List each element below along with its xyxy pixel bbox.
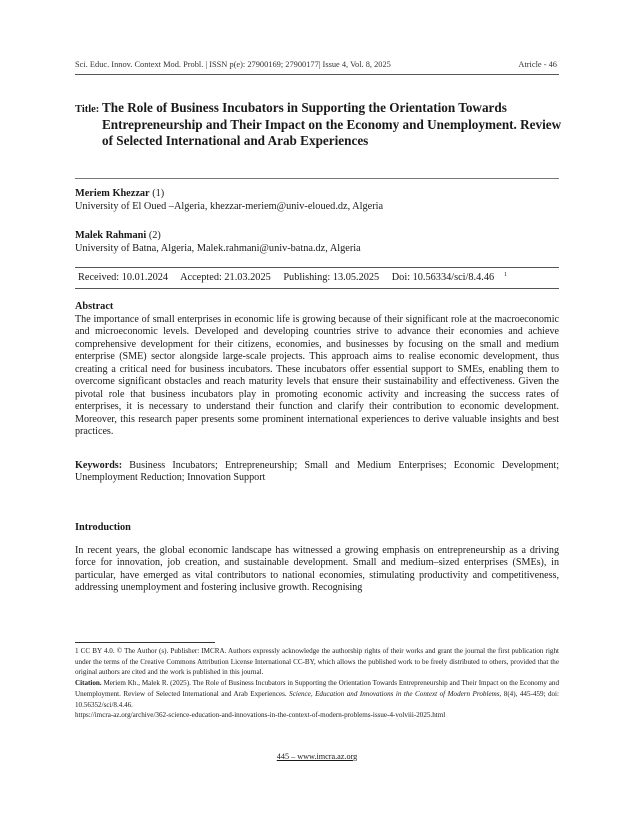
author-2-num: (2)	[148, 230, 161, 241]
introduction-text: In recent years, the global economic landscape has witnessed a growing emphasis on entrepreneurship as a driving force for innovation, job creation, and sustainable development. Small and medium–sized enterprises (SMEs), in particular, have emerged as vital contributors to national economies, stimulating productivity and competitiveness, addressing unemployment and fostering inclusive growth. Recognising	[75, 545, 559, 594]
citation-label: Citation.	[75, 679, 102, 688]
article-url[interactable]: https://imcra-az.org/archive/362-science-education-and-innovations-in-the-context-of-modern-problems-issue-4-volviii-2025.html	[75, 711, 446, 720]
introduction-heading: Introduction	[75, 522, 131, 533]
author-1-affiliation: University of El Oued –Algeria, khezzar-meriem@univ-eloued.dz, Algeria	[75, 201, 384, 212]
doi-text: Doi: 10.56334/sci/8.4.46	[391, 272, 495, 284]
accepted-date: Accepted: 21.03.2025	[180, 272, 271, 284]
author-2-affiliation: University of Batna, Algeria, Malek.rahmani@univ-batna.dz, Algeria	[75, 243, 361, 254]
doi	[392, 272, 517, 283]
author-1	[75, 187, 575, 213]
title-prefix: Title:	[75, 104, 100, 115]
citation-text: Meriem Kh., Malek R. (2025). The Role of Business Incubators in Supporting the Orientation Towards Entrepreneurship and Their Impact on the Economy and Unemployment. Review of Selected International and Arab Experiences.	[75, 679, 559, 698]
dates-rule-top	[75, 267, 559, 268]
publishing-date: Publishing: 13.05.2025	[283, 272, 380, 284]
author-2	[75, 229, 575, 255]
abstract-text: The importance of small enterprises in economic life is growing because of their significant role at the macroeconomic and microeconomic levels. Developed and developing countries strive to advance their economies and achieve comprehensive development for their citizens, economies, and businesses by focusing on the small and medium enterprise (SME) sector alongside large-scale projects. This approach aims to realise economic development, thus creating a critical need for business incubators. These incubators offer essential support to SMEs, enabling them to overcome significant obstacles and reach maturity levels that ensure their sustainability and effectiveness. Given the pivotal role that business incubators play in promoting economic activity and increasing the success rates of enterprises, it is necessary to understand their function and clarify their contribution to economic development. Moreover, this research paper presents some prominent international experiences to derive valuable insights and best practices.	[75, 314, 559, 438]
page-footer	[0, 752, 634, 761]
dates-bar	[78, 272, 568, 283]
page-footer-link[interactable]: 445 – www.imcra.az.org	[276, 752, 358, 761]
title-rule	[75, 178, 559, 179]
keywords-text: Business Incubators; Entrepreneurship; Small and Medium Enterprises; Economic Development; Unemployment Reduction; Innovation Support	[75, 460, 559, 484]
running-header	[75, 60, 557, 69]
footnote	[75, 646, 559, 721]
journal-info: Sci. Educ. Innov. Context Mod. Probl. | ISSN p(e): 27900169; 27900177| Issue 4, Vol. 8, 2025	[75, 60, 391, 69]
author-1-num: (1)	[152, 188, 165, 199]
received-date: Received: 10.01.2024	[78, 272, 169, 284]
title-text: The Role of Business Incubators in Supporting the Orientation Towards Entrepreneurship and Their Impact on the Economy and Unemployment. Review of Selected International and Arab Experiences	[102, 100, 562, 148]
citation-journal: Science, Education and Innovations in the Context of Modern Problems	[289, 689, 500, 698]
author-2-name: Malek Rahmani	[75, 230, 147, 241]
article-number: Atricle - 46	[518, 60, 557, 69]
citation-volume: , 8(4), 445-459; doi: 10.56352/sci/8.4.46.	[75, 689, 559, 709]
keywords-label: Keywords:	[75, 460, 123, 471]
citation-note	[75, 678, 559, 710]
footnote-rule	[75, 642, 215, 643]
author-1-name: Meriem Khezzar	[75, 188, 150, 199]
header-rule	[75, 74, 559, 75]
dates-rule-bottom	[75, 288, 559, 289]
abstract-heading: Abstract	[75, 301, 114, 312]
doi-footnote-mark: 1	[504, 272, 508, 278]
keywords	[75, 460, 559, 485]
license-note: 1 CC BY 4.0. © The Author (s). Publisher: IMCRA. Authors expressly acknowledge the authorship rights of their works and grant the journal the first publication right under the terms of the Creative Commons Attribution License International CC-BY, which allows the published work to be freely distributed to others, provided that the original authors are cited and the work is published in this journal.	[75, 647, 559, 677]
